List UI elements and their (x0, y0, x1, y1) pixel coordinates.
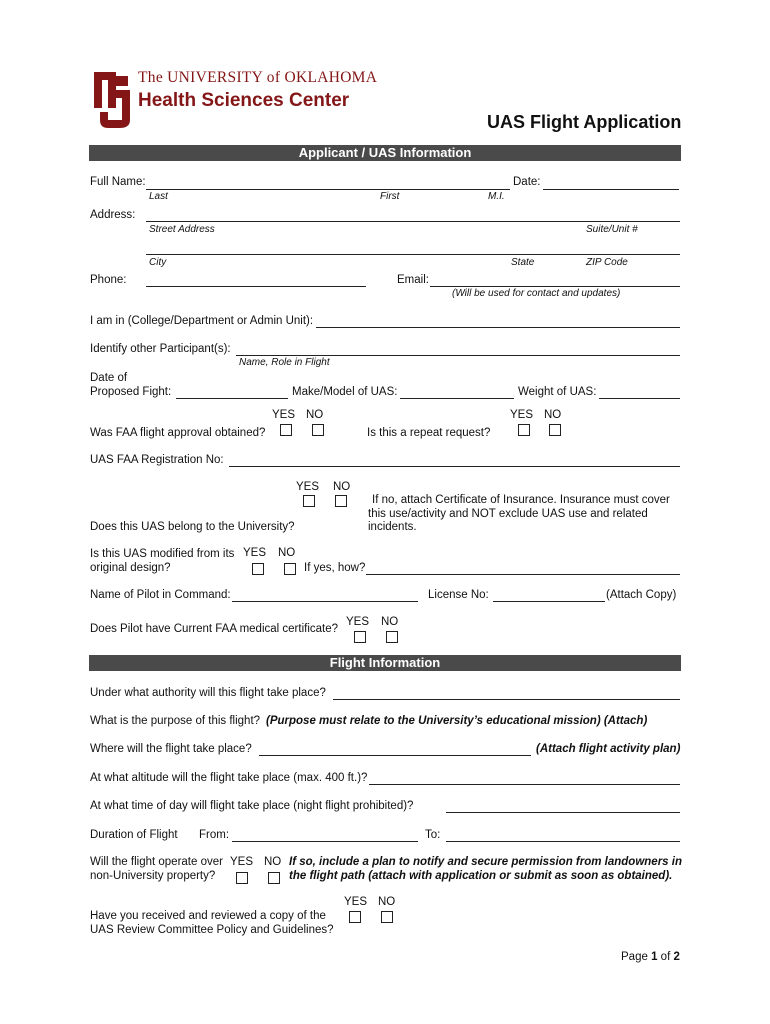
pilot-label: Name of Pilot in Command: (90, 589, 231, 601)
modified-question-line1: Is this UAS modified from its (90, 548, 235, 560)
participants-field[interactable] (236, 355, 680, 356)
sub-label-first: First (380, 191, 400, 202)
section-header-flight: Flight Information (89, 655, 681, 671)
to-label: To: (425, 829, 441, 841)
nonuniv-question-line1: Will the flight operate over (90, 856, 223, 868)
repeat-yes-checkbox[interactable] (518, 424, 530, 436)
phone-field[interactable] (146, 286, 366, 287)
yes-label: YES (296, 481, 320, 493)
city-state-zip-field[interactable] (146, 254, 680, 255)
weight-field[interactable] (599, 398, 680, 399)
make-model-label: Make/Model of UAS: (292, 386, 398, 398)
from-label: From: (199, 829, 230, 841)
sub-label-city: City (149, 257, 167, 268)
email-field[interactable] (430, 286, 680, 287)
policy-question-line1: Have you received and reviewed a copy of the (90, 910, 326, 922)
phone-label: Phone: (90, 274, 127, 286)
to-field[interactable] (446, 841, 680, 842)
repeat-no-checkbox[interactable] (549, 424, 561, 436)
nonuniv-note-line2: the flight path (attach with application or submit as soon as obtained). (289, 870, 673, 882)
email-label: Email: (397, 274, 429, 286)
altitude-field[interactable] (369, 784, 680, 785)
logo-health-sciences-center: Health Sciences Center (138, 90, 350, 111)
ou-logo-icon (90, 68, 134, 132)
faa-approval-no-checkbox[interactable] (312, 424, 324, 436)
sub-label-last: Last (149, 191, 168, 202)
pilot-field[interactable] (232, 601, 418, 602)
where-note: (Attach flight activity plan) (536, 743, 681, 755)
email-note: (Will be used for contact and updates) (452, 288, 621, 299)
belong-question: Does this UAS belong to the University? (90, 521, 295, 533)
insurance-note-line3: incidents. (368, 521, 417, 533)
yes-label: YES (346, 616, 370, 628)
sub-label-street: Street Address (149, 224, 215, 235)
proposed-date-field[interactable] (176, 398, 288, 399)
sub-label-zip: ZIP Code (586, 257, 628, 268)
page-number (621, 951, 680, 963)
college-label: I am in (College/Department or Admin Unit): (90, 315, 314, 327)
full-name-label: Full Name: (90, 176, 146, 188)
duration-label: Duration of Flight (90, 829, 178, 841)
license-field[interactable] (493, 601, 605, 602)
where-field[interactable] (259, 755, 531, 756)
time-question: At what time of day will flight take place (night flight prohibited)? (90, 800, 414, 812)
belong-no-checkbox[interactable] (335, 495, 347, 507)
yes-label: YES (344, 896, 368, 908)
policy-no-checkbox[interactable] (381, 911, 393, 923)
no-label: NO (378, 896, 396, 908)
college-field[interactable] (316, 327, 680, 328)
faa-registration-field[interactable] (229, 466, 680, 467)
address-label: Address: (90, 209, 136, 221)
authority-field[interactable] (333, 699, 680, 700)
no-label: NO (381, 616, 399, 628)
faa-approval-yes-checkbox[interactable] (280, 424, 292, 436)
page-title: UAS Flight Application (487, 112, 682, 132)
participants-note: Name, Role in Flight (239, 357, 330, 368)
nonuniv-note-line1: If so, include a plan to notify and secure permission from landowners in (289, 856, 682, 868)
from-field[interactable] (232, 841, 418, 842)
yes-label: YES (230, 856, 254, 868)
modified-no-checkbox[interactable] (284, 563, 296, 575)
participants-label: Identify other Participant(s): (90, 343, 231, 355)
belong-yes-checkbox[interactable] (303, 495, 315, 507)
page-current: 1 (651, 951, 658, 963)
sub-label-state: State (511, 257, 535, 268)
page-of-word: of (660, 951, 671, 963)
modified-question-line2: original design? (90, 562, 171, 574)
yes-label: YES (272, 409, 296, 421)
weight-label: Weight of UAS: (518, 386, 597, 398)
license-label: License No: (428, 589, 489, 601)
medical-no-checkbox[interactable] (386, 631, 398, 643)
no-label: NO (278, 547, 296, 559)
time-field[interactable] (446, 812, 680, 813)
if-yes-how-label: If yes, how? (304, 562, 366, 574)
nonuniv-yes-checkbox[interactable] (236, 872, 248, 884)
purpose-question: What is the purpose of this flight? (90, 715, 261, 727)
date-label: Date: (513, 176, 541, 188)
no-label: NO (544, 409, 562, 421)
street-address-field[interactable] (146, 221, 680, 222)
yes-label: YES (510, 409, 534, 421)
nonuniv-no-checkbox[interactable] (268, 872, 280, 884)
faa-registration-label: UAS FAA Registration No: (90, 454, 224, 466)
medical-yes-checkbox[interactable] (354, 631, 366, 643)
policy-yes-checkbox[interactable] (349, 911, 361, 923)
faa-approval-question: Was FAA flight approval obtained? (90, 427, 266, 439)
attach-copy-note: (Attach Copy) (606, 589, 677, 601)
page-word: Page (621, 951, 648, 963)
full-name-field[interactable] (146, 189, 510, 190)
make-model-field[interactable] (400, 398, 514, 399)
modified-how-field[interactable] (366, 574, 680, 575)
medical-question: Does Pilot have Current FAA medical certificate? (90, 623, 339, 635)
sub-label-mi: M.I. (488, 191, 505, 202)
proposed-fight-label: Proposed Fight: (90, 386, 172, 398)
yes-label: YES (243, 547, 267, 559)
no-label: NO (333, 481, 351, 493)
logo-university-name: The UNIVERSITY of OKLAHOMA (138, 69, 378, 86)
date-field[interactable] (543, 189, 679, 190)
page-total: 2 (673, 951, 680, 963)
modified-yes-checkbox[interactable] (252, 563, 264, 575)
purpose-note: (Purpose must relate to the University’s educational mission) (Attach) (266, 715, 648, 727)
sub-label-suite: Suite/Unit # (586, 224, 638, 235)
insurance-note-line2: this use/activity and NOT exclude UAS use and related (368, 508, 648, 520)
repeat-request-question: Is this a repeat request? (367, 427, 491, 439)
section-header-applicant: Applicant / UAS Information (89, 145, 681, 161)
insurance-note-line1: If no, attach Certificate of Insurance. Insurance must cover (372, 494, 670, 506)
altitude-question: At what altitude will the flight take place (max. 400 ft.)? (90, 772, 368, 784)
no-label: NO (264, 856, 282, 868)
where-question: Where will the flight take place? (90, 743, 252, 755)
no-label: NO (306, 409, 324, 421)
date-of-label: Date of (90, 372, 128, 384)
policy-question-line2: UAS Review Committee Policy and Guidelines? (90, 924, 334, 936)
nonuniv-question-line2: non-University property? (90, 870, 216, 882)
authority-question: Under what authority will this flight take place? (90, 687, 326, 699)
